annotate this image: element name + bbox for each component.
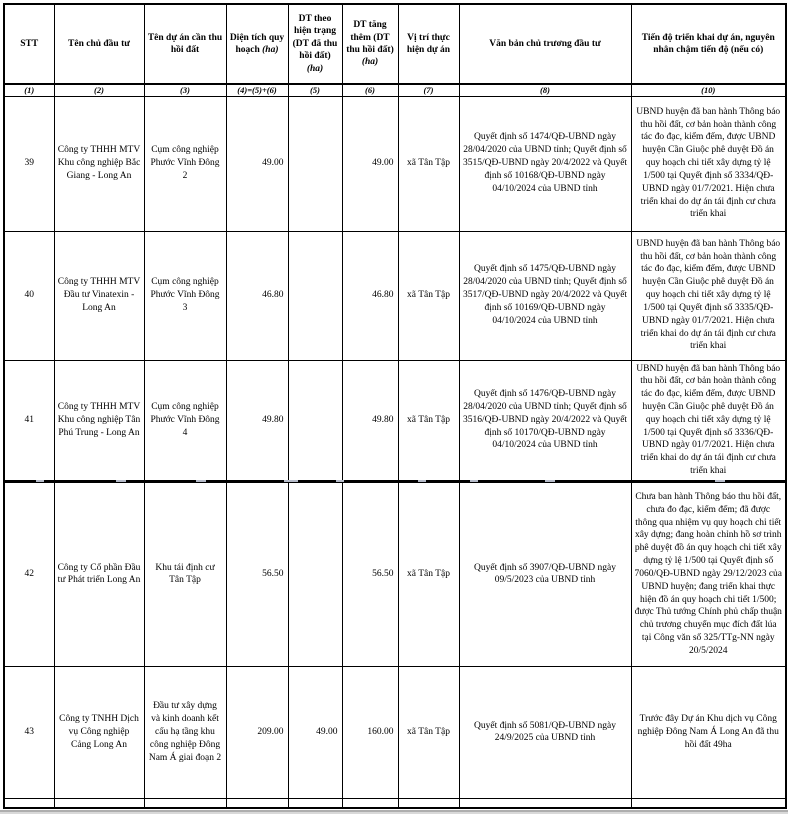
clipped-text-artifact <box>545 480 555 482</box>
cell-progress: Chưa ban hành Thông báo thu hồi đất, chưa đo đạc, kiểm đếm; đã được thông qua nhiệm vụ quy hoạch chi tiết xây dựng; đang hoàn chỉnh hồ sơ trình phê duyệt đồ án quy hoạch chi tiết xây dựng tỷ lệ 1/500 tại Quyết định số 7060/QĐ-UBND ngày 29/12/2023 của UBND huyện; đang triển khai thực hiện đồ án quy hoạch chi tiết 1/500; được Thủ tướng Chính phủ chấp thuận chủ trương chuyển mục đích đất lúa tại Công văn số 325/TTg-NN ngày 20/5/2024 <box>631 481 786 666</box>
clipped-text-artifact <box>196 480 206 482</box>
cell-progress: UBND huyện đã ban hành Thông báo thu hồi đất, cơ bản hoàn thành công tác đo đạc, kiểm đếm, được UBND huyện Cần Giuộc phê duyệt Đồ án quy hoạch chi tiết xây dựng tỷ lệ 1/500 tại Quyết định số 3335/QĐ-UBND ngày 01/7/2021. Hiện chưa triển khai do dự án tái định cư chưa triển khai <box>631 231 786 360</box>
cell-location: xã Tân Tập <box>398 360 459 481</box>
cell-location: xã Tân Tập <box>398 481 459 666</box>
cell-stt: 43 <box>4 666 54 798</box>
col-number: (3) <box>144 84 226 96</box>
cell-decision: Quyết định số 5081/QĐ-UBND ngày 24/9/2025 của UBND tỉnh <box>459 666 631 798</box>
clipped-text-artifact <box>470 480 478 482</box>
cell-area-current <box>288 481 342 666</box>
clipped-text-artifact <box>116 480 126 482</box>
cell-location: xã Tân Tập <box>398 666 459 798</box>
land-recovery-table <box>3 3 787 809</box>
table-header-row <box>4 4 786 84</box>
cell-area-added: 160.00 <box>342 666 398 798</box>
cell-area-current: 49.00 <box>288 666 342 798</box>
cell-progress: UBND huyện đã ban hành Thông báo thu hồi đất, cơ bản hoàn thành công tác đo đạc, kiểm đếm, được UBND huyện Cần Giuộc phê duyệt Đồ án quy hoạch chi tiết xây dựng tỷ lệ 1/500 tại Quyết định số 3334/QĐ-UBND ngày 01/7/2021. Hiện chưa triển khai do dự án tái định cư chưa triển khai <box>631 96 786 231</box>
cell-project: Đầu tư xây dựng và kinh doanh kết cấu hạ tầng khu công nghiệp Đông Nam Á giai đoạn 2 <box>144 666 226 798</box>
cell-area-planned: 209.00 <box>226 666 288 798</box>
cell-progress: Trước đây Dự án Khu dịch vụ Công nghiệp Đông Nam Á Long An đã thu hồi đất 49ha <box>631 666 786 798</box>
col-number: (7) <box>398 84 459 96</box>
cell-area-added: 46.80 <box>342 231 398 360</box>
cell-investor: Công ty TNHH Dịch vụ Công nghiệp Cảng Long An <box>54 666 144 798</box>
table-row <box>4 96 786 231</box>
cell-stt: 41 <box>4 360 54 481</box>
col-number: (6) <box>342 84 398 96</box>
cell-investor: Công ty Cổ phần Đầu tư Phát triển Long An <box>54 481 144 666</box>
cell-area-current <box>288 360 342 481</box>
cell-project: Cụm công nghiệp Phước Vĩnh Đông 3 <box>144 231 226 360</box>
cell-location: xã Tân Tập <box>398 96 459 231</box>
header-decision: Văn bản chủ trương đầu tư <box>459 4 631 84</box>
col-number: (8) <box>459 84 631 96</box>
col-number: (1) <box>4 84 54 96</box>
col-number: (2) <box>54 84 144 96</box>
header-area-current: DT theo hiện trạng (DT đã thu hồi đất)(ha) <box>288 4 342 84</box>
clipped-text-artifact <box>336 480 344 482</box>
cell-area-current <box>288 231 342 360</box>
cell-area-added: 56.50 <box>342 481 398 666</box>
table-row <box>4 666 786 798</box>
cell-area-planned: 49.00 <box>226 96 288 231</box>
clipped-table-row <box>4 798 786 808</box>
cell-project: Cụm công nghiệp Phước Vĩnh Đông 2 <box>144 96 226 231</box>
header-location: Vị trí thực hiện dự án <box>398 4 459 84</box>
cell-investor: Công ty THHH MTV Khu công nghiệp Tân Phú Trung - Long An <box>54 360 144 481</box>
cell-area-current <box>288 96 342 231</box>
col-number: (5) <box>288 84 342 96</box>
cell-area-planned: 46.80 <box>226 231 288 360</box>
cell-area-added: 49.80 <box>342 360 398 481</box>
cell-stt: 42 <box>4 481 54 666</box>
header-progress: Tiến độ triển khai dự án, nguyên nhân chậm tiến độ (nếu có) <box>631 4 786 84</box>
cell-area-planned: 56.50 <box>226 481 288 666</box>
clipped-text-artifact <box>418 480 426 482</box>
table-row <box>4 231 786 360</box>
cell-location: xã Tân Tập <box>398 231 459 360</box>
cell-decision: Quyết định số 1476/QĐ-UBND ngày 28/04/2020 của UBND tỉnh; Quyết định số 3516/QĐ-UBND ngày 20/4/2022 và Quyết định số 10170/QĐ-UBND ngày 04/10/2024 của UBND tỉnh <box>459 360 631 481</box>
clipped-text-artifact <box>284 480 298 482</box>
col-number: (10) <box>631 84 786 96</box>
header-area-added: DT tăng thêm (DT thu hồi đất)(ha) <box>342 4 398 84</box>
cell-area-planned: 49.80 <box>226 360 288 481</box>
column-numbering-row <box>4 84 786 96</box>
header-investor: Tên chủ đầu tư <box>54 4 144 84</box>
cell-decision: Quyết định số 1474/QĐ-UBND ngày 28/04/2020 của UBND tỉnh; Quyết định số 3515/QĐ-UBND ngày 20/4/2022 và Quyết định số 10168/QĐ-UBND ngày 04/10/2024 của UBND tỉnh <box>459 96 631 231</box>
header-project: Tên dự án cần thu hồi đất <box>144 4 226 84</box>
cell-area-added: 49.00 <box>342 96 398 231</box>
col-number: (4)=(5)+(6) <box>226 84 288 96</box>
cell-investor: Công ty THHH MTV Khu công nghiệp Bắc Giang - Long An <box>54 96 144 231</box>
cell-decision: Quyết định số 3907/QĐ-UBND ngày 09/5/2023 của UBND tỉnh <box>459 481 631 666</box>
table-row <box>4 481 786 666</box>
header-area-planned: Diện tích quy hoạch (ha) <box>226 4 288 84</box>
header-stt: STT <box>4 4 54 84</box>
clipped-text-artifact <box>715 480 725 482</box>
table-row <box>4 360 786 481</box>
cell-stt: 39 <box>4 96 54 231</box>
cell-stt: 40 <box>4 231 54 360</box>
cell-decision: Quyết định số 1475/QĐ-UBND ngày 28/04/2020 của UBND tỉnh; Quyết định số 3517/QĐ-UBND ngày 20/4/2022 và Quyết định số 10169/QĐ-UBND ngày 04/10/2024 của UBND tỉnh <box>459 231 631 360</box>
clipped-text-artifact <box>36 480 44 482</box>
cell-project: Cụm công nghiệp Phước Vĩnh Đông 4 <box>144 360 226 481</box>
cell-project: Khu tái định cư Tân Tập <box>144 481 226 666</box>
cell-investor: Công ty THHH MTV Đầu tư Vinatexin - Long An <box>54 231 144 360</box>
cell-progress: UBND huyện đã ban hành Thông báo thu hồi đất, cơ bản hoàn thành công tác đo đạc, kiểm đếm, được UBND huyện Cần Giuộc phê duyệt Đồ án quy hoạch chi tiết xây dựng tỷ lệ 1/500 tại Quyết định số 3336/QĐ-UBND ngày 01/7/2021. Hiện chưa triển khai do dự án tái định cư chưa triển khai <box>631 360 786 481</box>
